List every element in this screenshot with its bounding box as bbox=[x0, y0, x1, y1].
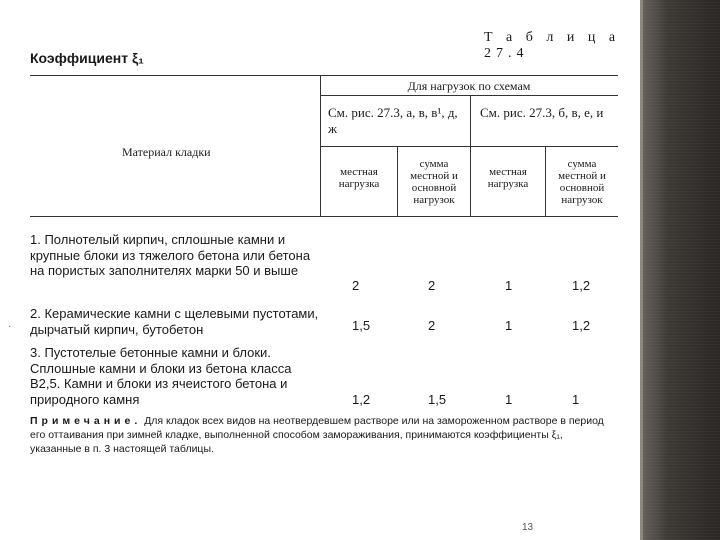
row-1-value-1: 2 bbox=[352, 278, 360, 293]
table-title: Т а б л и ц а 27.4 bbox=[484, 30, 621, 61]
sub-column-divider-1 bbox=[397, 146, 398, 216]
scheme-column-divider bbox=[470, 95, 471, 216]
margin-mark: · bbox=[8, 322, 12, 333]
header-bottom-rule bbox=[30, 216, 618, 217]
sub-header-local-1: местная нагрузка bbox=[338, 166, 380, 190]
panel-texture bbox=[640, 0, 720, 540]
table-note bbox=[30, 414, 615, 456]
row-3-value-4: 1 bbox=[572, 392, 580, 407]
row-2-value-3: 1 bbox=[505, 318, 513, 333]
table-row-1-material: 1. Полнотелый кирпич, сплошные камни и крупные блоки из тяжелого бетона или бетона на пористых заполнителях марки 50 и выше bbox=[30, 232, 311, 278]
row-2-value-1: 1,5 bbox=[352, 318, 371, 333]
row-2-value-4: 1,2 bbox=[572, 318, 591, 333]
table-top-rule bbox=[30, 75, 618, 76]
row-1-value-2: 2 bbox=[428, 278, 436, 293]
sub-column-divider-2 bbox=[545, 146, 546, 216]
row-3-value-2: 1,5 bbox=[428, 392, 447, 407]
row-1-value-3: 1 bbox=[505, 278, 513, 293]
material-header: Материал кладки bbox=[122, 145, 211, 159]
row-1-value-4: 1,2 bbox=[572, 278, 591, 293]
sub-header-local-2: местная нагрузка bbox=[487, 166, 529, 190]
table-row-3-material: 3. Пустотелые бетонные камни и блоки. Сплошные камни и блоки из бетона класса В2,5. Камни и блоки из ячеистого бетона и природного камня bbox=[30, 345, 292, 407]
row-3-value-1: 1,2 bbox=[352, 392, 371, 407]
panel-edge bbox=[640, 0, 643, 540]
note-text: Для кладок всех видов на неотвердевшем растворе или на замороженном растворе в период его оттаивания при зимней кладке, выполненной способом замораживания, принимаются коэффициенты ξ₁, указанные в п. 3 настоящей таблицы. bbox=[30, 415, 604, 455]
scheme-header-rule bbox=[320, 146, 618, 147]
scheme2-header: См. рис. 27.3, б, в, е, и bbox=[480, 105, 604, 120]
coefficient-title: Коэффициент ξ₁ bbox=[30, 50, 144, 66]
page-number: 13 bbox=[522, 522, 534, 533]
row-2-value-2: 2 bbox=[428, 318, 436, 333]
material-column-divider bbox=[320, 75, 321, 216]
table-row-2-material: 2. Керамические камни с щелевыми пустотами, дырчатый кирпич, бутобетон bbox=[30, 306, 319, 337]
scheme1-header: См. рис. 27.3, а, в, в¹, д, ж bbox=[328, 105, 458, 136]
note-label: Примечание. bbox=[30, 415, 142, 427]
row-3-value-3: 1 bbox=[505, 392, 513, 407]
group-header-rule bbox=[320, 95, 618, 96]
sub-header-sum-2: сумма местной и основной нагрузок bbox=[558, 158, 606, 206]
group-header: Для нагрузок по схемам bbox=[407, 79, 531, 93]
sub-header-sum-1: сумма местной и основной нагрузок bbox=[410, 158, 458, 206]
decorative-side-panel bbox=[640, 0, 720, 540]
